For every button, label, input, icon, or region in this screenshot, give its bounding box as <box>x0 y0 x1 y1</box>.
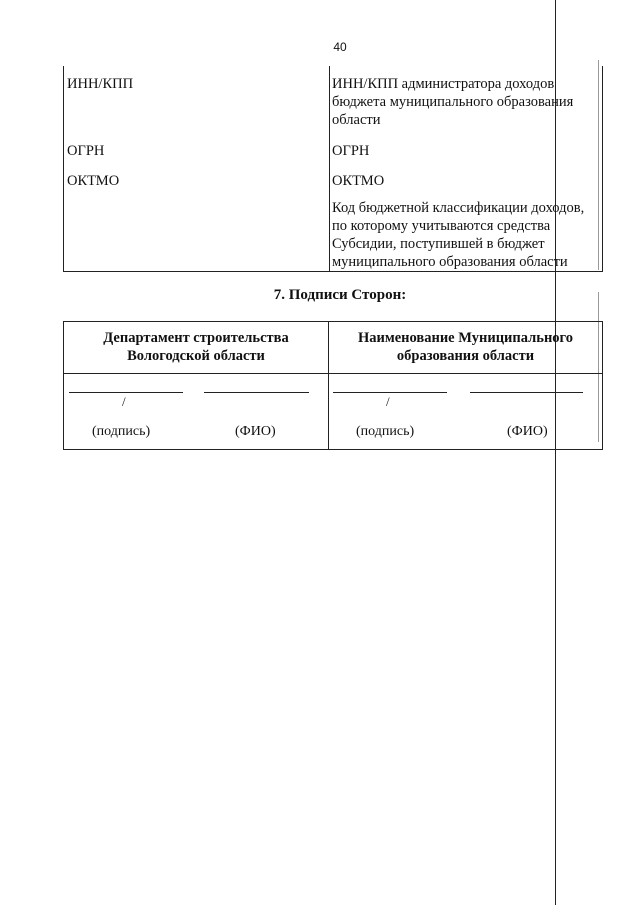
requisite-value <box>330 66 603 139</box>
text-line: ОГРН <box>332 143 370 159</box>
name-line <box>204 392 309 393</box>
slash: / <box>122 394 126 409</box>
text-line: Вологодской области <box>127 348 265 364</box>
text-line: Департамент строительства <box>103 330 289 346</box>
right-party-cell <box>329 322 603 374</box>
page-number: 40 <box>333 40 347 54</box>
name-caption: (ФИО) <box>507 424 548 439</box>
requisite-value <box>330 169 603 199</box>
requisite-label: ИНН/КПП <box>64 66 330 139</box>
requisite-label <box>64 199 330 272</box>
signature-line <box>69 392 183 393</box>
signatures-table <box>63 321 603 450</box>
section-title: 7. Подписи Сторон: <box>273 287 407 303</box>
right-party-name <box>329 322 602 373</box>
name-line <box>470 392 583 393</box>
text-line: Наименование Муниципального <box>357 330 574 346</box>
left-signature-area <box>64 374 329 450</box>
right-signature-area <box>329 374 603 450</box>
left-party-name <box>64 322 328 373</box>
signature-caption: (подпись) <box>356 424 415 439</box>
text-line: бюджета муниципального образования <box>332 94 574 110</box>
requisite-row <box>64 199 603 272</box>
text-line: образования области <box>396 348 535 364</box>
requisites-table <box>63 66 603 272</box>
text-line: по которому учитываются средства <box>332 218 551 234</box>
requisite-row <box>64 169 603 199</box>
requisite-value <box>330 199 603 272</box>
name-caption: (ФИО) <box>235 424 276 439</box>
requisite-label: ОКТМО <box>64 169 330 199</box>
requisite-label: ОГРН <box>64 139 330 169</box>
text-line: Код бюджетной классификации доходов, <box>332 200 585 216</box>
text-line: ИНН/КПП администратора доходов <box>332 76 555 92</box>
requisite-row <box>64 66 603 139</box>
text-line: области <box>332 112 381 128</box>
slash: / <box>386 394 390 409</box>
requisite-row <box>64 139 603 169</box>
requisite-value <box>330 139 603 169</box>
text-line: муниципального образования области <box>332 254 568 270</box>
left-party-cell <box>64 322 329 374</box>
signature-caption: (подпись) <box>92 424 151 439</box>
text-line: Субсидии, поступившей в бюджет <box>332 236 545 252</box>
signature-line <box>333 392 447 393</box>
text-line: ОКТМО <box>332 173 385 189</box>
